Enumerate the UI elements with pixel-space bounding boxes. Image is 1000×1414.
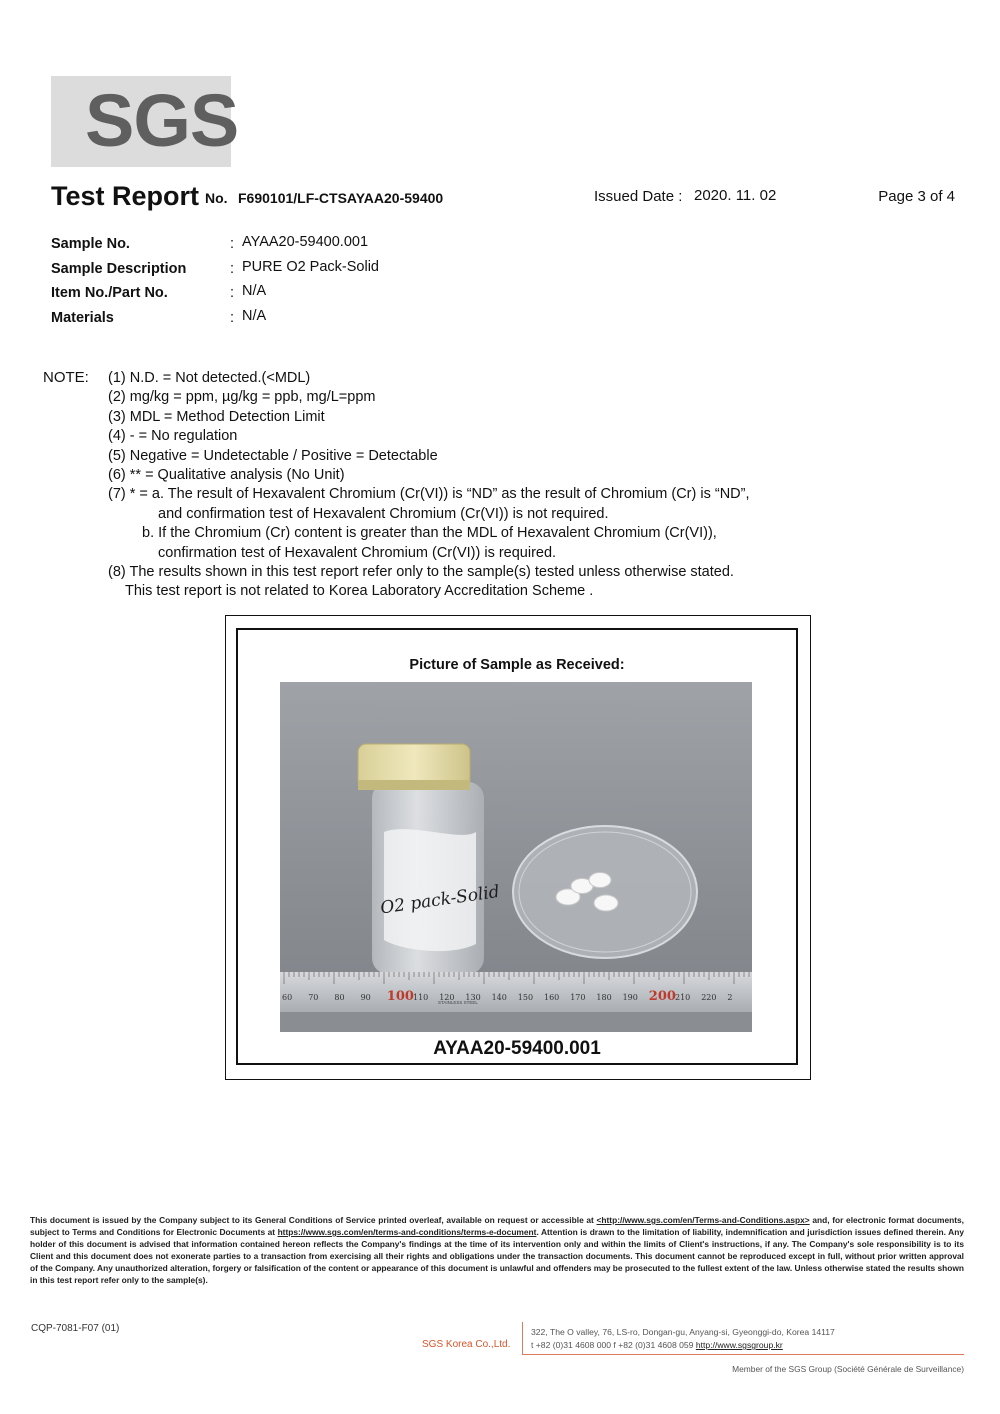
ruler-number: 120 (439, 993, 455, 1002)
materials-label: Materials (51, 309, 114, 326)
note-label: NOTE: (43, 369, 89, 386)
ruler-number: 200 (648, 989, 676, 1004)
sample-no-label: Sample No. (51, 236, 130, 252)
separator: : (230, 260, 235, 277)
sample-description-value: PURE O2 Pack-Solid (242, 258, 379, 275)
separator: : (230, 236, 235, 252)
ruler-number: 160 (544, 993, 560, 1002)
ruler-number: 170 (570, 993, 586, 1002)
separator: : (230, 309, 235, 326)
sample-picture-caption: AYAA20-59400.001 (433, 1038, 601, 1059)
issued-date: 2020. 11. 02 (694, 187, 777, 204)
company-phone: t +82 (0)31 4608 000 f +82 (0)31 4608 059 (531, 1340, 694, 1350)
materials-value: N/A (242, 307, 267, 324)
note-item: (5) Negative = Undetectable / Positive = Detectable (108, 447, 438, 464)
note-item: b. If the Chromium (Cr) content is greater than the MDL of Hexavalent Chromium (Cr(VI)), (142, 525, 717, 542)
ruler-number: 130 (465, 993, 481, 1002)
sgs-group-member-note: Member of the SGS Group (Société Générale de Surveillance) (732, 1364, 964, 1374)
note-item: (8) The results shown in this test report refer only to the sample(s) tested unless otherwise stated. (108, 564, 734, 581)
ruler-number: 150 (517, 993, 534, 1002)
footer-divider-horizontal (522, 1354, 964, 1355)
ruler-number: 100 (386, 989, 414, 1004)
disclaimer-text-1: This document is issued by the Company subject to its General Conditions of Service printed overleaf, available on request or accessible at (30, 1215, 594, 1225)
bottle-handwritten-label: O2 pack-Solid (379, 881, 501, 919)
issued-date-label: Issued Date : (594, 188, 683, 205)
ruler-number: 90 (360, 993, 371, 1002)
sample-photo (280, 682, 752, 1032)
sample-picture-title: Picture of Sample as Received: (409, 657, 625, 673)
note-item: (4) - = No regulation (108, 428, 238, 445)
footer-divider-vertical (522, 1322, 523, 1354)
disclaimer-text-2: and, for electronic format documents, subject to Terms and Conditions for Electronic Documents at (30, 1215, 964, 1237)
sample-description-label: Sample Description (51, 260, 187, 277)
sample-picture-inner-frame (236, 628, 798, 1065)
company-address: 322, The O valley, 76, LS-ro, Dongan-gu, Anyang-si, Gyeonggi-do, Korea 14117 (531, 1327, 835, 1337)
sgs-logo-text: SGS (85, 79, 239, 162)
company-contact (531, 1339, 835, 1352)
separator: : (230, 285, 235, 301)
note-item: (6) ** = Qualitative analysis (No Unit) (108, 467, 345, 484)
ruler-number: 80 (334, 993, 345, 1002)
ruler (280, 972, 752, 1032)
ruler-number: 180 (596, 993, 612, 1002)
sample-info-row (51, 258, 551, 286)
note-list (108, 369, 808, 602)
ruler-number: 140 (491, 993, 507, 1002)
company-name: SGS Korea Co.,Ltd. (422, 1339, 511, 1350)
ruler-text: STAINLESS STEEL (438, 1000, 478, 1005)
legal-disclaimer (30, 1214, 964, 1286)
report-number: F690101/LF-CTSAYAA20-59400 (238, 190, 444, 206)
note-item: confirmation test of Hexavalent Chromium (Cr(VI)) is required. (158, 544, 557, 561)
report-title: Test Report (51, 181, 200, 211)
note-item: (7) * = a. The result of Hexavalent Chromium (Cr(VI)) is “ND” as the result of Chromium (Cr) is “ND”, (108, 486, 750, 503)
company-website-link[interactable]: http://www.sgsgroup.kr (695, 1340, 783, 1350)
note-item: (2) mg/kg = ppm, µg/kg = ppb, mg/L=ppm (108, 389, 376, 406)
company-address-block (531, 1326, 835, 1352)
ruler-number: 190 (622, 993, 638, 1002)
note-item: and confirmation test of Hexavalent Chromium (Cr(VI)) is not required. (158, 505, 609, 522)
sample-info (51, 236, 551, 334)
terms-conditions-link[interactable]: <http://www.sgs.com/en/Terms-and-Conditions.aspx> (596, 1215, 810, 1225)
item-no-label: Item No./Part No. (51, 285, 168, 301)
sample-no-value: AYAA20-59400.001 (242, 234, 369, 250)
note-item: This test report is not related to Korea Laboratory Accreditation Scheme . (125, 583, 594, 600)
note-item: (1) N.D. = Not detected.(<MDL) (108, 370, 311, 386)
report-no-label: No. (205, 190, 228, 206)
page-number: Page 3 of 4 (878, 188, 955, 205)
ruler-number: 2 (727, 993, 733, 1002)
ruler-number: 210 (675, 993, 691, 1002)
sample-info-row (51, 236, 551, 261)
sample-info-row (51, 285, 551, 310)
ruler-number: 220 (701, 993, 717, 1002)
terms-e-document-link[interactable]: https://www.sgs.com/en/terms-and-conditions/terms-e-document (277, 1227, 537, 1237)
item-no-value: N/A (242, 283, 267, 299)
disclaimer-text-3: . Attention is drawn to the limitation of liability, indemnification and jurisdiction issues defined therein. Any holder of this document is advised that information contained hereon reflects the Company's findings at the time of its intervention only and within the limits of Client's instructions, if any. The Company's sole responsibility is to its Client and this document does not exonerate parties to a transaction from exercising all their rights and obligations under the transaction documents. This document cannot be reproduced except in full, without prior written approval of the Company. Any unauthorized alteration, forgery or falsification of the content or appearance of this document is unlawful and offenders may be prosecuted to the fullest extent of the law. Unless otherwise stated the results shown in this test report refer only to the sample(s). (30, 1227, 965, 1285)
sgs-logo (51, 76, 239, 167)
ruler-number: 70 (308, 993, 319, 1002)
petri-dish (513, 826, 697, 958)
ruler-number: 110 (413, 993, 429, 1002)
form-code: CQP-7081-F07 (01) (31, 1323, 120, 1334)
ruler-number: 60 (282, 993, 293, 1002)
sample-info-row (51, 307, 551, 335)
note-item: (3) MDL = Method Detection Limit (108, 408, 325, 425)
sample-picture-frame (225, 615, 811, 1080)
report-header (51, 178, 961, 218)
